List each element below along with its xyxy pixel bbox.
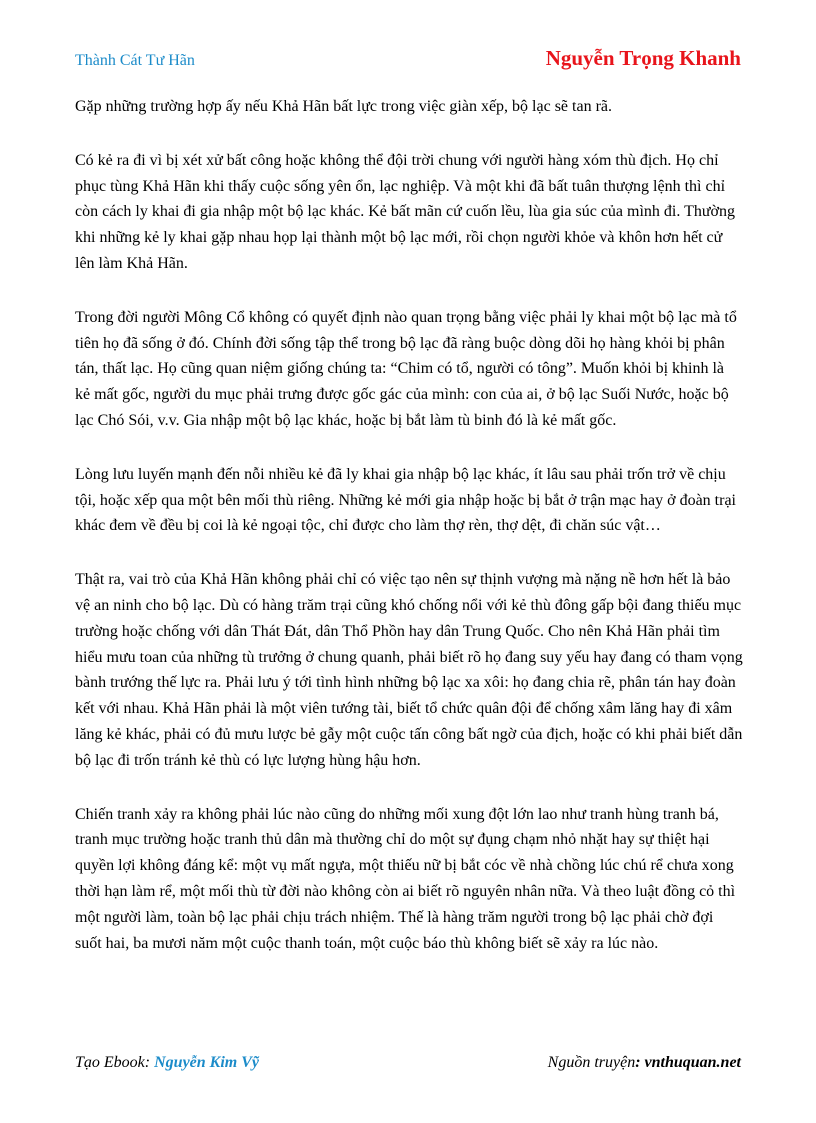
ebook-separator: : xyxy=(144,1054,155,1071)
paragraph-5: Thật ra, vai trò của Khả Hãn không phải chỉ có việc tạo nên sự thịnh vượng mà nặng nề hơn hết là bảo vệ an ninh cho bộ lạc. Dù có hàng trăm trại cũng khó chống nổi với kẻ thù đông gấp bội đang thiếu mục trường hoặc chống với dân Thát Đát, dân Thổ Phồn hay dân Trung Quốc. Cho nên Khả Hãn phải tìm hiểu mưu toan của những tù trưởng ở chung quanh, phải biết rõ họ đang suy yếu hay đang có tham vọng bành trướng thế lực ra. Phải lưu ý tới tình hình những bộ lạc xa xôi: họ đang chia rẽ, phân tán hay đoàn kết với nhau. Khả Hãn phải là một viên tướng tài, biết tổ chức quân đội để chống xâm lăng hay đi xâm lăng kẻ khác, phải có đủ mưu lược bẻ gẫy một cuộc tấn công bất ngờ của địch, hoặc có khi phải biết dẫn bộ lạc đi trốn tránh kẻ thù có lực lượng hùng hậu hơn. xyxy=(75,571,743,769)
page-body xyxy=(75,94,743,984)
page-header xyxy=(75,46,741,78)
book-title: Thành Cát Tư Hãn xyxy=(75,52,195,69)
author-name: Nguyễn Trọng Khanh xyxy=(545,46,741,70)
page-footer xyxy=(75,1054,741,1078)
paragraph-3: Trong đời người Mông Cổ không có quyết định nào quan trọng bằng việc phải ly khai một bộ lạc mà tổ tiên họ đã sống ở đó. Chính đời sống tập thể trong bộ lạc đã ràng buộc dòng dõi họ hàng khỏi bị phân tán, thất lạc. Họ cũng quan niệm giống chúng ta: “Chim có tổ, người có tông”. Muốn khỏi bị khinh là kẻ mất gốc, người du mục phải trưng được gốc gác của mình: con của ai, ở bộ lạc Suối Nước, hoặc bộ lạc Chó Sói, v.v. Gia nhập một bộ lạc khác, hoặc bị bắt làm tù binh đó là kẻ mất gốc. xyxy=(75,308,737,429)
paragraph-4: Lòng lưu luyến mạnh đến nỗi nhiều kẻ đã ly khai gia nhập bộ lạc khác, ít lâu sau phải trốn trở về chịu tội, hoặc xếp qua một bên mối thù riêng. Những kẻ mới gia nhập hoặc bị bắt ở trận mạc hay ở đoàn trại khác đem về đều bị coi là kẻ ngoại tộc, chỉ được cho làm thợ rèn, thợ dệt, đi chăn súc vật… xyxy=(75,465,736,535)
source-credit xyxy=(548,1054,741,1072)
source-separator: : xyxy=(635,1054,645,1071)
paragraph-2: Có kẻ ra đi vì bị xét xử bất công hoặc không thể đội trời chung với người hàng xóm thù địch. Họ chỉ phục tùng Khả Hãn khi thấy cuộc sống yên ổn, lạc nghiệp. Và một khi đã bất tuân thượng lệnh thì chỉ còn cách ly khai đi gia nhập một bộ lạc khác. Kẻ bất mãn cứ cuốn lều, lùa gia súc của mình đi. Thường khi những kẻ ly khai gặp nhau họp lại thành một bộ lạc mới, rồi chọn người khỏe và khôn hơn hết cử lên làm Khả Hãn. xyxy=(75,151,735,272)
ebook-credit xyxy=(75,1054,259,1072)
ebook-creator-name: Nguyễn Kim Vỹ xyxy=(154,1054,259,1071)
paragraph-1: Gặp những trường hợp ấy nếu Khả Hãn bất lực trong việc giàn xếp, bộ lạc sẽ tan rã. xyxy=(75,98,612,115)
paragraph-6: Chiến tranh xảy ra không phải lúc nào cũng do những mối xung đột lớn lao như tranh hùng tranh bá, tranh mục trường hoặc tranh thủ dân mà thường chỉ do một sự đụng chạm nhỏ nhặt hay sự thiệt hại quyền lợi không đáng kể: một vụ mất ngựa, một thiếu nữ bị bắt cóc về nhà chồng lúc chú rể chưa xong thời hạn làm rể, một mối thù từ đời nào không còn ai biết rõ nguyên nhân nữa. Và theo luật đồng cỏ thì một người làm, toàn bộ lạc phải chịu trách nhiệm. Thế là hàng trăm người trong bộ lạc phải chờ đợi suốt hai, ba mươi năm một cuộc thanh toán, một cuộc báo thù không biết sẽ xảy ra lúc nào. xyxy=(75,805,736,952)
source-site: vnthuquan.net xyxy=(644,1054,741,1071)
source-label: Nguồn truyện xyxy=(547,1054,636,1071)
ebook-label: Tạo Ebook xyxy=(75,1054,145,1071)
